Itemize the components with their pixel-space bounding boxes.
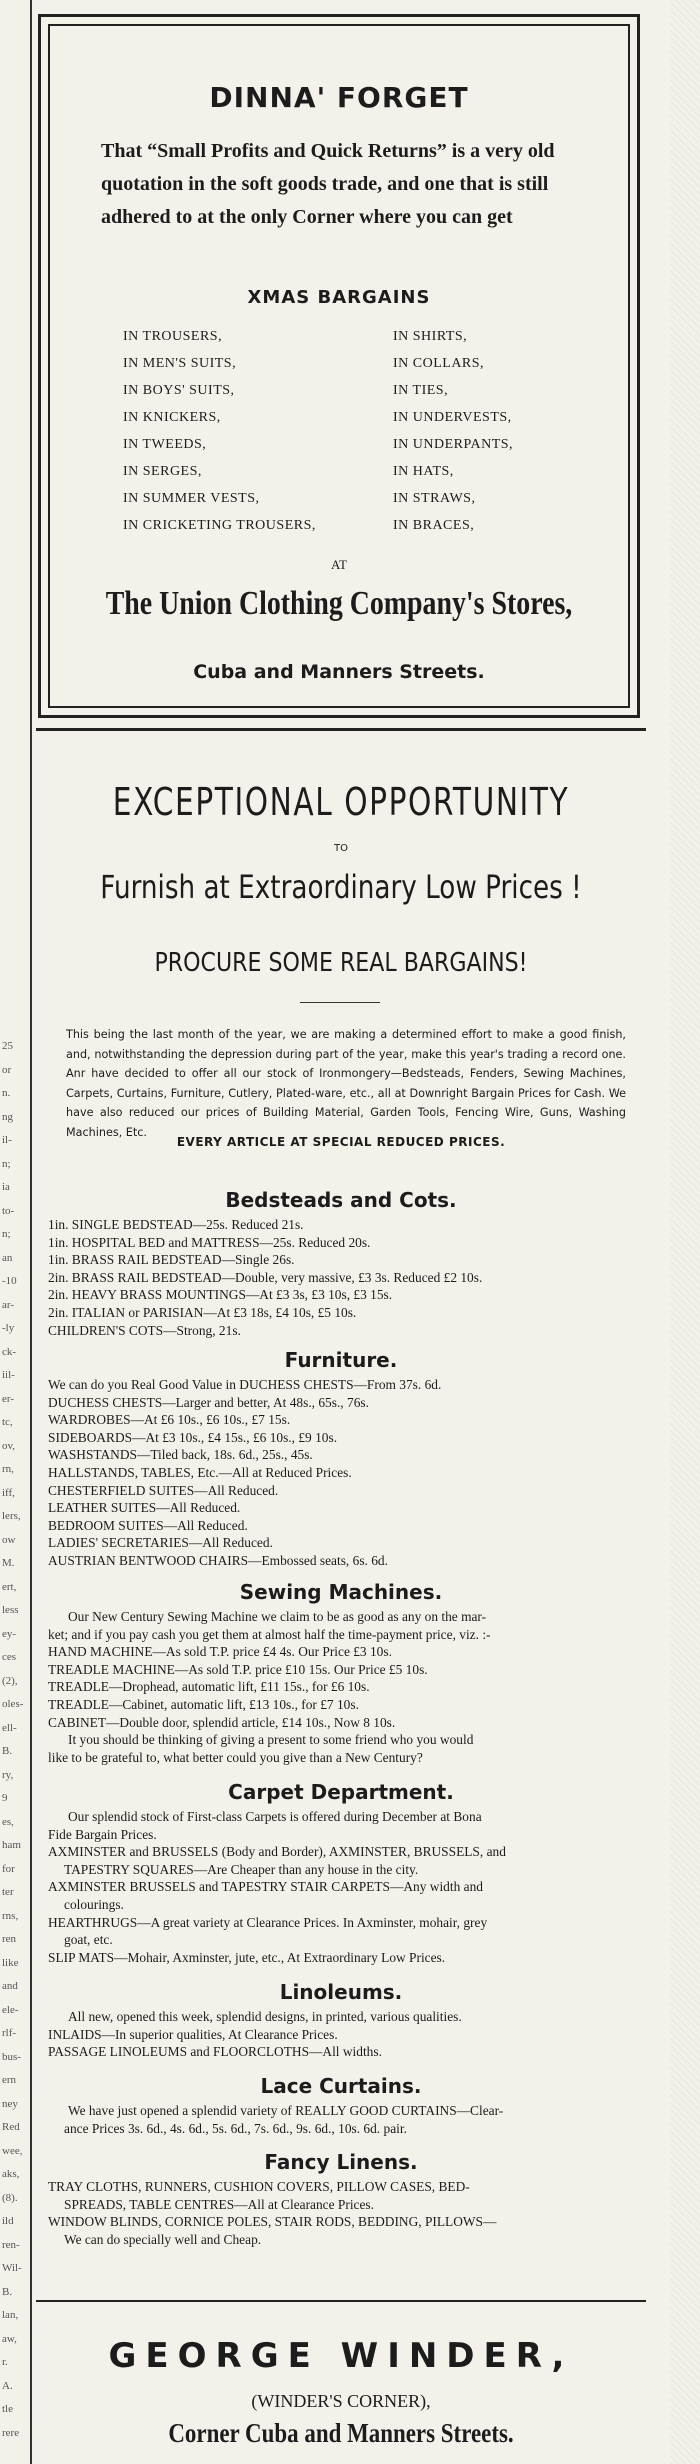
fancy-linens-list	[48, 2178, 643, 2248]
item-right: IN SHIRTS,	[393, 329, 468, 344]
margin-fragment: -ly	[2, 1322, 15, 1334]
margin-fragment: ov,	[2, 1439, 16, 1452]
margin-fragment: (8).	[2, 2191, 18, 2204]
item-left: IN CRICKETING TROUSERS,	[123, 518, 316, 533]
margin-fragment: aw,	[2, 2332, 17, 2345]
fancy-linens-heading: Fancy Linens.	[264, 2150, 418, 2174]
linoleums-heading: Linoleums.	[279, 1980, 403, 2004]
carpet-list	[48, 1808, 643, 1966]
xmas-bargains-heading: XMAS BARGAINS	[247, 287, 431, 308]
item-right: IN STRAWS,	[393, 491, 476, 506]
list-item: 2in. ITALIAN or PARISIAN—At £3 18s, £4 10s, £5 10s.	[48, 1304, 357, 1320]
margin-fragment: ren	[2, 1933, 17, 1945]
list-item: TAPESTRY SQUARES—Are Cheaper than any house in the city.	[64, 1861, 419, 1877]
list-item: WARDROBES—At £6 10s., £6 10s., £7 15s.	[48, 1412, 291, 1428]
carpet-heading: Carpet Department.	[228, 1780, 454, 1804]
margin-fragment: like	[2, 1956, 19, 1969]
margin-fragment: ele-	[2, 2003, 19, 2016]
margin-fragment: rlf-	[2, 2027, 17, 2039]
margin-fragment: B.	[2, 2285, 13, 2298]
margin-fragment: for	[2, 1862, 15, 1875]
list-item: WASHSTANDS—Tiled back, 18s. 6d., 25s., 45s.	[48, 1447, 313, 1463]
margin-fragment: er-	[2, 1392, 14, 1405]
list-item: ket; and if you pay cash you get them at almost half the time-payment price, viz. :-	[48, 1626, 491, 1642]
lace-curtains-heading: Lace Curtains.	[260, 2074, 422, 2098]
list-item: INLAIDS—In superior qualities, At Clearance Prices.	[48, 2026, 338, 2042]
lace-curtains-list	[48, 2102, 643, 2137]
advertiser-corner: (WINDER'S CORNER),	[251, 2391, 431, 2411]
margin-fragment: tc,	[2, 1416, 13, 1428]
margin-fragment: less	[2, 1604, 19, 1616]
intro-paragraph: This being the last month of the year, we are making a determined effort to make a good finish, and, notwithstanding the depression during part of the year, make this year's trading a record one. Anr have decided to offer all our stock of Ironmongery—Bedsteads, Fenders, Sewing Machines, Carpets, Curtains, Furniture, Cutlery, Plated-ware, etc., all at Downright Bargain Prices for Cash. We have also reduced our prices of Building Material, Garden Tools, Fencing Wire, Guns, Washing Machines, Etc.	[66, 1028, 626, 1139]
margin-fragment: es,	[2, 1815, 14, 1828]
list-item: TREADLE MACHINE—As sold T.P. price £10 15s. Our Price £5 10s.	[48, 1661, 428, 1677]
margin-fragment: ter	[2, 1886, 14, 1898]
item-left: IN TROUSERS,	[123, 329, 223, 344]
margin-fragment: lers,	[2, 1510, 21, 1522]
bedsteads-list	[48, 1216, 643, 1339]
list-item: All new, opened this week, splendid designs, in printed, various qualities.	[68, 2009, 462, 2024]
item-right: IN HATS,	[393, 464, 454, 479]
margin-fragment: an	[2, 1251, 13, 1264]
margin-fragment: rere	[2, 2426, 20, 2439]
margin-fragment: bus-	[2, 2050, 21, 2063]
margin-fragment: Red	[2, 2121, 20, 2133]
item-left: IN SUMMER VESTS,	[123, 491, 260, 506]
margin-fragment: ry,	[2, 1768, 14, 1781]
adjacent-column-bleed	[670, 0, 700, 2464]
linoleums-list	[48, 2008, 643, 2061]
margin-fragment: -10	[2, 1275, 17, 1287]
furnish-subhead: Furnish at Extraordinary Low Prices !	[100, 868, 582, 906]
margin-fragment: ia	[2, 1181, 10, 1193]
list-item: Our splendid stock of First-class Carpets is offered during December at Bona	[68, 1809, 482, 1824]
margin-fragment: ham	[2, 1839, 21, 1851]
margin-fragment: tle	[2, 2403, 13, 2415]
margin-fragment: 9	[2, 1792, 8, 1804]
margin-fragment: lan,	[2, 2309, 19, 2321]
margin-fragment: (2),	[2, 1674, 18, 1687]
margin-fragment: 25	[2, 1040, 13, 1052]
at-label: AT	[331, 557, 347, 572]
list-item: We can do you Real Good Value in DUCHESS CHESTS—From 37s. 6d.	[48, 1377, 442, 1392]
margin-fragment: M.	[2, 1557, 15, 1569]
bedsteads-heading: Bedsteads and Cots.	[225, 1188, 457, 1212]
to-label: TO	[334, 843, 348, 854]
margin-fragment: ren-	[2, 2238, 20, 2251]
list-item: WINDOW BLINDS, CORNICE POLES, STAIR RODS, BEDDING, PILLOWS—	[48, 2214, 497, 2230]
procure-heading: PROCURE SOME REAL BARGAINS!	[154, 948, 528, 978]
margin-fragment: ell-	[2, 1721, 17, 1734]
list-item: LADIES' SECRETARIES—All Reduced.	[48, 1535, 273, 1551]
list-item: CHESTERFIELD SUITES—All Reduced.	[48, 1482, 279, 1498]
list-item: CHILDREN'S COTS—Strong, 21s.	[48, 1322, 241, 1338]
column-rule	[30, 0, 32, 2464]
ad-separator	[36, 728, 646, 731]
union-clothing-advertisement	[38, 14, 640, 718]
margin-fragment: rn,	[2, 1463, 14, 1475]
ad-quote: That “Small Profits and Quick Returns” is a very old quotation in the soft goods trade, and one that is still adhered to at the only Corner where you can get	[101, 140, 555, 228]
margin-fragment: ert,	[2, 1580, 17, 1593]
advertiser-name: GEORGE WINDER,	[108, 2336, 574, 2376]
item-left: IN BOYS' SUITS,	[123, 383, 235, 398]
ad-headline: DINNA' FORGET	[209, 81, 469, 114]
list-item: LEATHER SUITES—All Reduced.	[48, 1500, 241, 1516]
margin-fragment: n;	[2, 1157, 11, 1170]
list-item: 1in. BRASS RAIL BEDSTEAD—Single 26s.	[48, 1252, 295, 1268]
list-item: like to be grateful to, what better could you give than a New Century?	[48, 1749, 423, 1765]
margin-fragment: or	[2, 1063, 12, 1076]
item-left: IN KNICKERS,	[123, 410, 221, 425]
margin-fragment: ild	[2, 2215, 14, 2227]
list-item: HEARTHRUGS—A great variety at Clearance Prices. In Axminster, mohair, grey	[48, 1914, 488, 1930]
margin-fragment: ces	[2, 1651, 17, 1663]
list-item: SLIP MATS—Mohair, Axminster, jute, etc., At Extraordinary Low Prices.	[48, 1949, 446, 1965]
item-right: IN BRACES,	[393, 518, 475, 533]
left-column-fragments	[0, 0, 30, 2464]
short-rule	[300, 1002, 380, 1003]
list-item: DUCHESS CHESTS—Larger and better, At 48s., 65s., 76s.	[48, 1394, 369, 1410]
margin-fragment: n;	[2, 1228, 11, 1240]
margin-fragment: ney	[2, 2097, 18, 2110]
margin-fragment: to-	[2, 1204, 15, 1217]
margin-fragment: r.	[2, 2356, 8, 2368]
list-item: PASSAGE LINOLEUMS and FLOORCLOTHS—All widths.	[48, 2044, 382, 2060]
list-item: TRAY CLOTHS, RUNNERS, CUSHION COVERS, PILLOW CASES, BED-	[48, 2179, 470, 2194]
margin-fragment: ng	[2, 1110, 13, 1123]
list-item: 1in. SINGLE BEDSTEAD—25s. Reduced 21s.	[48, 1217, 304, 1232]
list-item: 1in. HOSPITAL BED and MATTRESS—25s. Reduced 20s.	[48, 1234, 371, 1250]
list-item: colourings.	[64, 1896, 124, 1912]
margin-fragment: ey-	[2, 1627, 17, 1640]
list-item: AUSTRIAN BENTWOOD CHAIRS—Embossed seats, 6s. 6d.	[48, 1552, 388, 1568]
furniture-list	[48, 1376, 643, 1570]
margin-fragment: ar-	[2, 1298, 14, 1311]
list-item: TREADLE—Cabinet, automatic lift, £13 10s., for £7 10s.	[48, 1696, 359, 1712]
list-item: Our New Century Sewing Machine we claim to be as good as any on the mar-	[68, 1609, 487, 1624]
margin-fragment: ow	[2, 1533, 16, 1546]
margin-fragment: rns,	[2, 1909, 19, 1922]
margin-fragment: B.	[2, 1745, 13, 1757]
margin-fragment: iff,	[2, 1486, 15, 1499]
margin-fragment: iil-	[2, 1369, 15, 1381]
margin-fragment: n.	[2, 1087, 11, 1099]
list-item: TREADLE—Drophead, automatic lift, £11 15s., for £6 10s.	[48, 1679, 370, 1695]
margin-fragment: A.	[2, 2379, 13, 2392]
footer-separator	[36, 2300, 646, 2302]
margin-fragment: aks,	[2, 2168, 20, 2180]
list-item: SIDEBOARDS—At £3 10s., £4 15s., £6 10s., £9 10s.	[48, 1429, 338, 1445]
list-item: Fide Bargain Prices.	[48, 1826, 157, 1842]
item-right: IN UNDERPANTS,	[393, 437, 514, 452]
list-item: SPREADS, TABLE CENTRES—All at Clearance Prices.	[64, 2196, 374, 2212]
list-item: HALLSTANDS, TABLES, Etc.—All at Reduced Prices.	[48, 1464, 352, 1480]
furniture-heading: Furniture.	[284, 1348, 398, 1372]
margin-fragment: wee,	[2, 2144, 23, 2157]
list-item: CABINET—Double door, splendid article, £14 10s., Now 8 10s.	[48, 1714, 396, 1730]
margin-fragment: and	[2, 1980, 18, 1992]
margin-fragment: Wil-	[2, 2262, 22, 2274]
list-item: ance Prices 3s. 6d., 4s. 6d., 5s. 6d., 7s. 6d., 9s. 6d., 10s. 6d. pair.	[64, 2120, 407, 2136]
list-item: It you should be thinking of giving a present to some friend who you would	[68, 1732, 474, 1748]
list-item: AXMINSTER BRUSSELS and TAPESTRY STAIR CARPETS—Any width and	[48, 1879, 483, 1895]
list-item: goat, etc.	[64, 1932, 113, 1948]
exceptional-opportunity-headline: EXCEPTIONAL OPPORTUNITY	[112, 780, 570, 824]
list-item: We have just opened a splendid variety of REALLY GOOD CURTAINS—Clear-	[68, 2103, 504, 2118]
list-item: HAND MACHINE—As sold T.P. price £4 4s. Our Price £3 10s.	[48, 1644, 392, 1660]
list-item: 2in. HEAVY BRASS MOUNTINGS—At £3 3s, £3 10s, £3 15s.	[48, 1287, 393, 1303]
item-right: IN COLLARS,	[393, 356, 485, 371]
item-left: IN MEN'S SUITS,	[123, 356, 237, 371]
sewing-heading: Sewing Machines.	[239, 1580, 443, 1604]
list-item: BEDROOM SUITES—All Reduced.	[48, 1517, 248, 1533]
sewing-list	[48, 1608, 643, 1766]
margin-fragment: ern	[2, 2074, 17, 2086]
store-address: Cuba and Manners Streets.	[193, 661, 485, 683]
item-left: IN TWEEDS,	[123, 437, 207, 452]
item-right: IN TIES,	[393, 383, 449, 398]
item-right: IN UNDERVESTS,	[393, 410, 512, 425]
list-item: AXMINSTER and BRUSSELS (Body and Border), AXMINSTER, BRUSSELS, and	[48, 1844, 506, 1860]
margin-fragment: ck-	[2, 1345, 17, 1358]
list-item: 2in. BRASS RAIL BEDSTEAD—Double, very massive, £3 3s. Reduced £2 10s.	[48, 1269, 483, 1285]
margin-fragment: il-	[2, 1134, 12, 1146]
item-left: IN SERGES,	[123, 464, 202, 479]
advertiser-address: Corner Cuba and Manners Streets.	[168, 2418, 514, 2448]
store-name: The Union Clothing Company's Stores,	[105, 585, 573, 622]
margin-fragment: oles-	[2, 1698, 24, 1710]
list-item: We can do specially well and Cheap.	[64, 2231, 262, 2247]
every-article-line: EVERY ARTICLE AT SPECIAL REDUCED PRICES.	[176, 1135, 506, 1149]
